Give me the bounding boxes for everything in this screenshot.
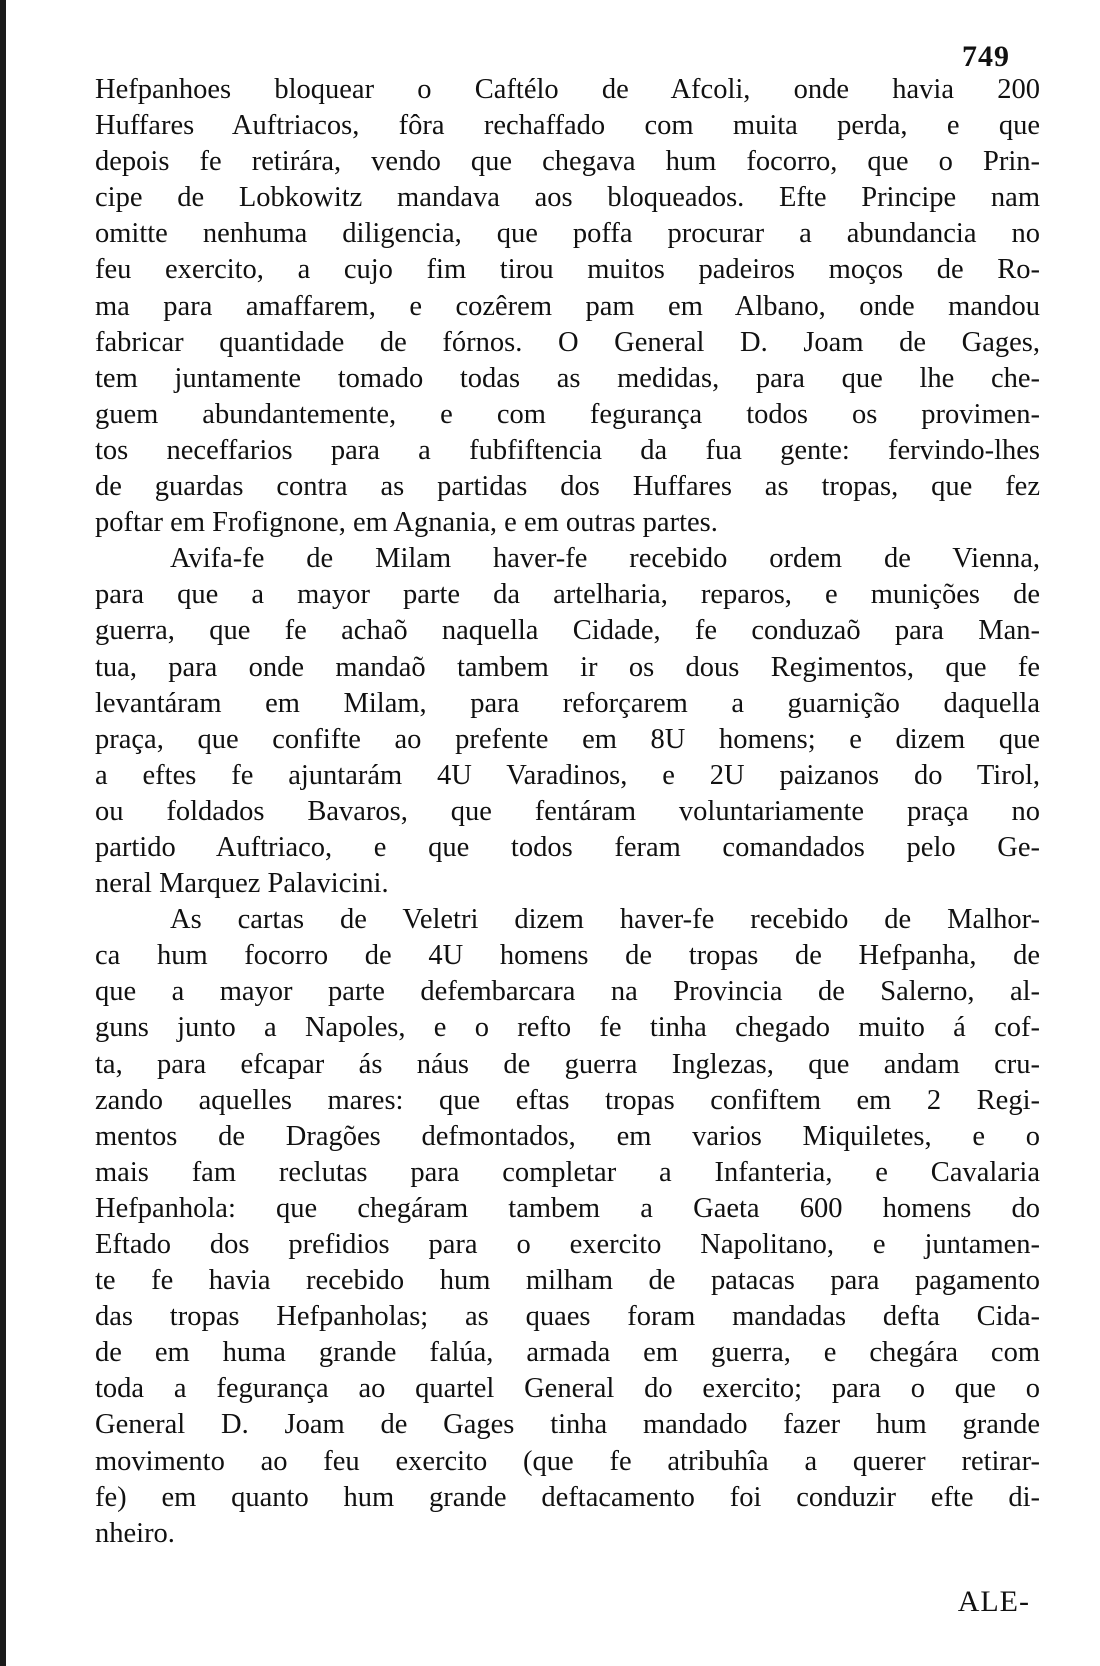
text-line: Hefpanhoes bloquear o Caftélo de Afcoli, onde havia 200 [95,74,1040,105]
text-line: praça, que confifte ao prefente em 8U homens; e dizem que [95,723,1040,755]
text-line: Avifa-fe de Milam haver-fe recebido ordem de Vienna, [170,543,1040,575]
text-line: ou foldados Bavaros, que fentáram voluntariamente praça no [95,795,1040,827]
text-line: ca hum focorro de 4U homens de tropas de Hefpanha, de [95,940,1040,972]
text-line: partido Auftriaco, e que todos feram comandados pelo Ge- [95,831,1040,863]
text-line: tos neceffarios para a fubfiftencia da fua gente: fervindo-lhes [95,434,1040,466]
text-line: te fe havia recebido hum milham de patacas para pagamento [95,1265,1040,1297]
paragraph [95,541,1040,902]
text-line: General D. Joam de Gages tinha mandado fazer hum grande [95,1409,1040,1441]
text-line: de guardas contra as partidas dos Huffares as tropas, que fez [95,471,1040,503]
text-line: zando aquelles mares: que eftas tropas confiftem em 2 Regi- [95,1084,1040,1116]
text-line: a eftes fe ajuntarám 4U Varadinos, e 2U paizanos do Tirol, [95,759,1040,791]
text-line: depois fe retirára, vendo que chegava hum focorro, que o Prin- [95,146,1040,178]
paragraph [95,902,1040,1552]
text-line: mais fam reclutas para completar a Infanteria, e Cavalaria [95,1156,1040,1188]
text-line: movimento ao feu exercito (que fe atribuhîa a querer retirar- [95,1445,1040,1477]
text-line: ta, para efcapar ás náus de guerra Inglezas, que andam cru- [95,1048,1040,1080]
text-line: de em huma grande falúa, armada em guerra, e chegára com [95,1337,1040,1369]
paragraph [95,72,1040,541]
text-line: guerra, que fe achaõ naquella Cidade, fe conduzaõ para Man- [95,615,1040,647]
text-line: Eftado dos prefidios para o exercito Napolitano, e juntamen- [95,1229,1040,1260]
text-line: fabricar quantidade de fórnos. O General D. Joam de Gages, [95,326,1040,358]
text-line: que a mayor parte defembarcara na Provincia de Salerno, al- [95,976,1040,1008]
text-line: neral Marquez Palavicini. [95,868,389,900]
text-line: poftar em Frofignone, em Agnania, e em outras partes. [95,507,718,539]
text-line: cipe de Lobkowitz mandava aos bloqueados. Efte Principe nam [95,182,1040,214]
text-line: Hefpanhola: que chegáram tambem a Gaeta 600 homens do [95,1192,1040,1224]
text-line: feu exercito, a cujo fim tirou muitos padeiros moços de Ro- [95,254,1040,286]
text-line: mentos de Dragões defmontados, em varios Miquiletes, e o [95,1120,1040,1152]
text-line: omitte nenhuma diligencia, que poffa procurar a abundancia no [95,218,1040,250]
text-line: nheiro. [95,1517,175,1549]
text-line: tua, para onde mandaõ tambem ir os dous Regimentos, que fe [95,651,1040,683]
body-text [95,72,1040,1552]
text-line: ma para amaffarem, e cozêrem pam em Albano, onde mandou [95,290,1040,322]
text-line: tem juntamente tomado todas as medidas, para que lhe che- [95,362,1040,394]
text-line: toda a fegurança ao quartel General do exercito; para o que o [95,1373,1040,1405]
text-line: As cartas de Veletri dizem haver-fe recebido de Malhor- [170,904,1040,936]
text-line: guem abundantemente, e com fegurança todos os provimen- [95,398,1040,430]
text-line: das tropas Hefpanholas; as quaes foram mandadas defta Cida- [95,1301,1040,1333]
page-edge-border [0,0,6,1666]
text-line: Huffares Auftriacos, fôra rechaffado com muita perda, e que [95,110,1040,142]
text-line: fe) em quanto hum grande deftacamento foi conduzir efte di- [95,1481,1040,1513]
text-line: guns junto a Napoles, e o refto fe tinha chegado muito á cof- [95,1012,1040,1044]
page-number: 749 [962,40,1010,73]
text-line: levantáram em Milam, para reforçarem a guarnição daquella [95,687,1040,719]
text-line: para que a mayor parte da artelharia, reparos, e munições de [95,579,1040,611]
catchword: ALE- [957,1585,1030,1618]
